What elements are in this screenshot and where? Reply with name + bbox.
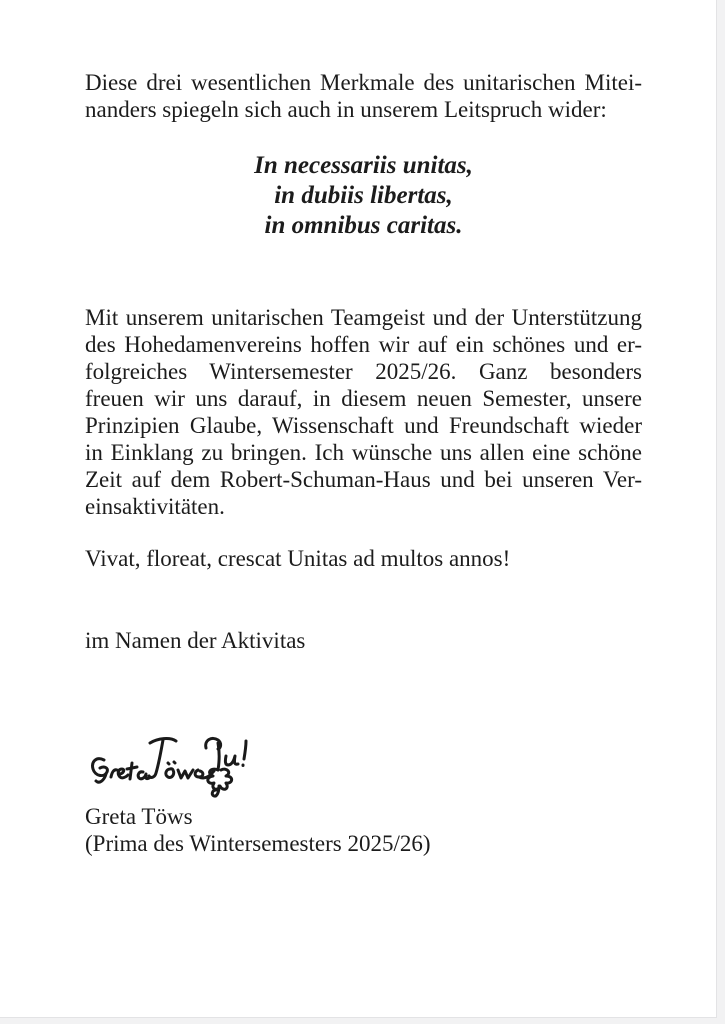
signature-greta-strokes [93, 759, 149, 782]
latin-motto [85, 151, 642, 241]
body-paragraph [85, 304, 642, 520]
body-line: Zeit auf dem Robert-Schuman-Haus und bei unseren Ver- [85, 467, 642, 492]
body-line: Prinzipien Glaube, Wissenschaft und Freundschaft wieder [85, 413, 642, 438]
body-line: des Hohedamenvereins hoffen wir auf ein schönes und er- [85, 332, 642, 357]
intro-line: Diese drei wesentlichen Merkmale des unitarischen Mitei- [85, 70, 642, 95]
signoff-name: Greta Töws [85, 804, 193, 829]
signature-block [85, 734, 642, 802]
signoff-role: (Prima des Wintersemesters 2025/26) [85, 831, 431, 856]
motto-line: in omnibus caritas. [264, 212, 463, 239]
motto-line: In necessariis unitas, [254, 152, 473, 179]
letter-content [85, 0, 642, 857]
body-line: freuen wir uns darauf, in diesem neuen Semester, unsere [85, 386, 642, 411]
closing-line: im Namen der Aktivitas [85, 628, 306, 653]
intro-line: nanders spiegeln sich auch in unserem Leitspruch wider: [85, 97, 607, 122]
zirkel-flourish [206, 738, 238, 796]
motto-line: in dubiis libertas, [274, 182, 453, 209]
body-line: Mit unserem unitarischen Teamgeist und der Unterstützung [85, 305, 642, 330]
salute-line: Vivat, floreat, crescat Unitas ad multos annos! [85, 546, 511, 571]
intro-paragraph [85, 69, 642, 123]
signoff-block [85, 803, 642, 857]
signature-handwriting-greta-toews [88, 734, 258, 802]
exclamation-mark [243, 741, 246, 766]
body-line: in Einklang zu bringen. Ich wünsche uns allen eine schöne [85, 440, 642, 465]
body-line: einsaktivitäten. [85, 494, 225, 519]
body-line: folgreiches Wintersemester 2025/26. Ganz besonders [85, 359, 642, 384]
